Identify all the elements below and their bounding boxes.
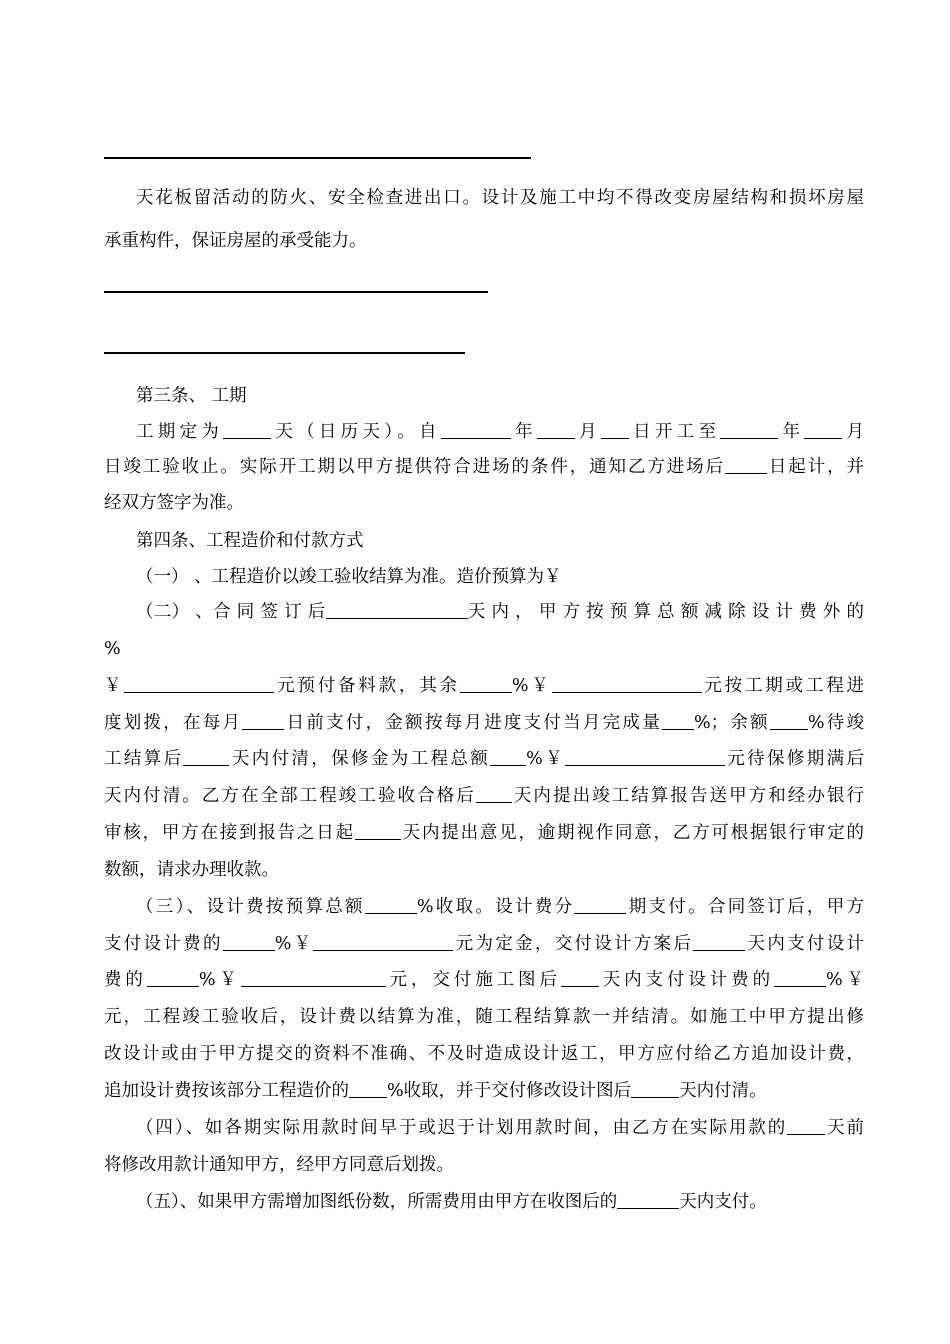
paragraph-line: 审核，甲方在接到报告之日起 天内提出意见，逾期视作同意，乙方可根据银行审定的 (104, 823, 865, 843)
paragraph-line: 度划拨，在每月 日前支付，金额按每月进度支付当月完成量 %；余额 %待竣 (104, 713, 865, 733)
fill-blank (313, 932, 453, 951)
fill-blank (124, 674, 274, 693)
paragraph-line: 经双方签字为准。 (104, 493, 244, 513)
article-heading: 第四条、工程造价和付款方式 (136, 531, 364, 551)
paragraph-line: 将修改用款计通知甲方，经甲方同意后划拨。 (104, 1155, 454, 1175)
paragraph-line: 天花板留活动的防火、安全检查进出口。设计及施工中均不得改变房屋结构和损坏房屋 (136, 188, 864, 208)
paragraph-line: 工期定为 天（日历天）。自 年 月 日开工至 年 月 (136, 422, 865, 442)
fill-blank (774, 968, 826, 987)
fill-blank (770, 711, 808, 730)
clause-line: （二） 、合 同 签 订 后 天 内 ， 甲 方 按 预 算 总 额 减 除 设 计 费 外 的 (136, 602, 864, 622)
fill-blank (787, 1116, 825, 1135)
fill-blank (601, 420, 629, 439)
paragraph-line: 支付设计费的 %￥ 元为定金，交付设计方案后 天内支付设计 (104, 934, 865, 954)
blank-line (104, 157, 531, 159)
fill-blank (326, 600, 468, 619)
fill-blank (561, 968, 599, 987)
clause-line: （四）、如各期实际用款时间早于或迟于计划用款时间，由乙方在实际用款的 天前 (136, 1118, 865, 1138)
paragraph-line: 天内付清。乙方在全部工程竣工验收合格后 天内提出竣工结算报告送甲方和经办银行 (104, 786, 865, 806)
blank-line (104, 291, 488, 293)
paragraph-line: 费的 %￥ 元，交付施工图后 天内支付设计费的 %￥ (104, 970, 864, 990)
blank-line (104, 352, 465, 354)
paragraph-line: 元，工程竣工验收后，设计费以结算为准，随工程结算款一并结清。如施工中甲方提出修 (104, 1007, 864, 1027)
fill-blank (147, 968, 199, 987)
fill-blank (365, 895, 417, 914)
fill-blank (725, 455, 767, 474)
fill-blank (223, 420, 271, 439)
fill-blank (183, 747, 229, 766)
fill-blank (355, 821, 401, 840)
fill-blank (804, 420, 842, 439)
fill-blank (349, 1079, 387, 1098)
fill-blank (460, 674, 512, 693)
clause-line: （五）、如果甲方需增加图纸份数，所需费用由甲方在收图后的 天内支付。 (136, 1192, 767, 1212)
fill-blank (242, 711, 284, 730)
paragraph-line: ￥ 元预付备料款，其余 %￥ 元按工期或工程进 (104, 676, 865, 696)
clause-line: （一） 、工程造价以竣工验收结算为准。造价预算为￥ (136, 567, 562, 587)
fill-blank (552, 674, 702, 693)
paragraph-line: % (104, 639, 121, 659)
fill-blank (241, 968, 386, 987)
paragraph-line: 日竣工验收止。实际开工期以甲方提供符合进场的条件，通知乙方进场后 日起计，并 (104, 457, 865, 477)
paragraph-line: 数额，请求办理收款。 (104, 860, 279, 880)
fill-blank (720, 420, 778, 439)
fill-blank (617, 1190, 679, 1209)
paragraph-line: 工结算后 天内付清，保修金为工程总额 %￥ 元待保修期满后 (104, 749, 865, 769)
fill-blank (631, 1079, 679, 1098)
fill-blank (693, 932, 745, 951)
fill-blank (490, 747, 526, 766)
fill-blank (441, 420, 511, 439)
article-heading: 第三条、 工期 (136, 386, 247, 406)
paragraph-line: 承重构件，保证房屋的承受能力。 (104, 231, 367, 251)
fill-blank (476, 784, 512, 803)
clause-line: （三）、设计费按预算总额 %收取。设计费分 期支付。合同签订后，甲方 (136, 897, 864, 917)
fill-blank (662, 711, 694, 730)
fill-blank (574, 895, 626, 914)
fill-blank (537, 420, 575, 439)
paragraph-line: 改设计或由于甲方提交的资料不准确、不及时造成设计返工，甲方应付给乙方追加设计费， (104, 1044, 864, 1064)
fill-blank (565, 747, 725, 766)
paragraph-line: 追加设计费按该部分工程造价的 %收取，并于交付修改设计图后 天内付清。 (104, 1081, 767, 1101)
fill-blank (223, 932, 275, 951)
